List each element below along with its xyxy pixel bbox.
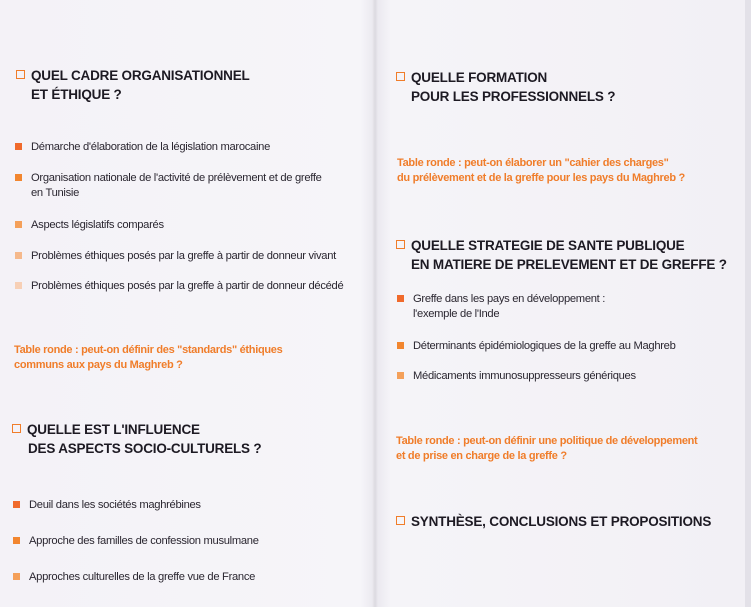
list-item <box>31 279 343 294</box>
bullet-square-icon <box>397 295 404 302</box>
table-ronde-cahier-des-charges <box>397 156 685 186</box>
list-item-text: l'exemple de l'Inde <box>413 308 500 320</box>
table-ronde-politique-developpement <box>396 434 697 464</box>
bullet-square-icon <box>13 537 20 544</box>
bullet-square-icon <box>397 342 404 349</box>
heading-line-2: DES ASPECTS SOCIO-CULTURELS ? <box>28 441 262 456</box>
checkbox-square-icon <box>396 240 405 249</box>
bullet-square-icon <box>13 501 20 508</box>
table-ronde-line-2: du prélèvement et de la greffe pour les pays du Maghreb ? <box>397 172 685 184</box>
list-item <box>31 171 322 201</box>
list-item-text: Démarche d'élaboration de la législation marocaine <box>31 141 271 153</box>
bullet-square-icon <box>15 143 22 150</box>
heading-line-1: QUELLE STRATEGIE DE SANTE PUBLIQUE <box>411 238 685 253</box>
bullet-square-icon <box>397 372 404 379</box>
heading-formation-professionnels <box>396 68 615 106</box>
page-edge <box>745 0 751 607</box>
list-item-text: Déterminants épidémiologiques de la greffe au Maghreb <box>413 340 676 352</box>
list-item-text: Greffe dans les pays en développement : <box>413 293 606 305</box>
heading-strategie-sante-publique <box>396 236 727 274</box>
list-item-text: Médicaments immunosuppresseurs génériques <box>413 370 636 382</box>
list-item-text: Approches culturelles de la greffe vue de France <box>29 571 256 583</box>
checkbox-square-icon <box>396 72 405 81</box>
list-item-text: en Tunisie <box>31 187 79 199</box>
heading-line-1: QUELLE EST L'INFLUENCE <box>27 422 200 437</box>
table-ronde-line-1: Table ronde : peut-on définir des "standards" éthiques <box>14 344 283 356</box>
page-fold <box>372 0 378 607</box>
list-item-text: Approche des familles de confession musulmane <box>29 535 259 547</box>
heading-line-1: QUELLE FORMATION <box>411 70 548 85</box>
bullet-square-icon <box>15 282 22 289</box>
list-item <box>29 534 259 549</box>
heading-line-2: POUR LES PROFESSIONNELS ? <box>411 89 616 104</box>
table-ronde-line-2: communs aux pays du Maghreb ? <box>14 359 183 371</box>
checkbox-square-icon <box>12 424 21 433</box>
heading-line-2: ET ÉTHIQUE ? <box>31 87 122 102</box>
heading-line-1: SYNTHÈSE, CONCLUSIONS ET PROPOSITIONS <box>411 514 712 529</box>
table-ronde-line-1: Table ronde : peut-on élaborer un "cahier des charges" <box>397 157 669 169</box>
bullet-square-icon <box>15 252 22 259</box>
list-item-text: Deuil dans les sociétés maghrébines <box>29 499 201 511</box>
heading-synthese-conclusions <box>396 512 711 531</box>
heading-influence-socio-culturelle <box>12 420 261 458</box>
list-item-text: Aspects législatifs comparés <box>31 219 164 231</box>
list-item <box>31 249 336 264</box>
list-item <box>31 140 270 155</box>
list-item-text: Organisation nationale de l'activité de prélèvement et de greffe <box>31 172 322 184</box>
table-ronde-standards-ethiques <box>14 343 282 373</box>
list-item-text: Problèmes éthiques posés par la greffe à partir de donneur vivant <box>31 250 336 262</box>
bullet-square-icon <box>15 174 22 181</box>
table-ronde-line-1: Table ronde : peut-on définir une politique de développement <box>396 435 698 447</box>
list-item <box>31 218 164 233</box>
list-item-text: Problèmes éthiques posés par la greffe à partir de donneur décédé <box>31 280 344 292</box>
heading-line-1: QUEL CADRE ORGANISATIONNEL <box>31 68 250 83</box>
list-item <box>29 498 201 513</box>
table-ronde-line-2: et de prise en charge de la greffe ? <box>396 450 567 462</box>
list-item <box>413 339 676 354</box>
bullet-square-icon <box>13 573 20 580</box>
checkbox-square-icon <box>16 70 25 79</box>
heading-line-2: EN MATIERE DE PRELEVEMENT ET DE GREFFE ? <box>411 257 727 272</box>
heading-cadre-organisationnel <box>16 66 250 104</box>
list-item <box>413 292 605 322</box>
list-item <box>29 570 255 585</box>
bullet-square-icon <box>15 221 22 228</box>
checkbox-square-icon <box>396 516 405 525</box>
list-item <box>413 369 636 384</box>
